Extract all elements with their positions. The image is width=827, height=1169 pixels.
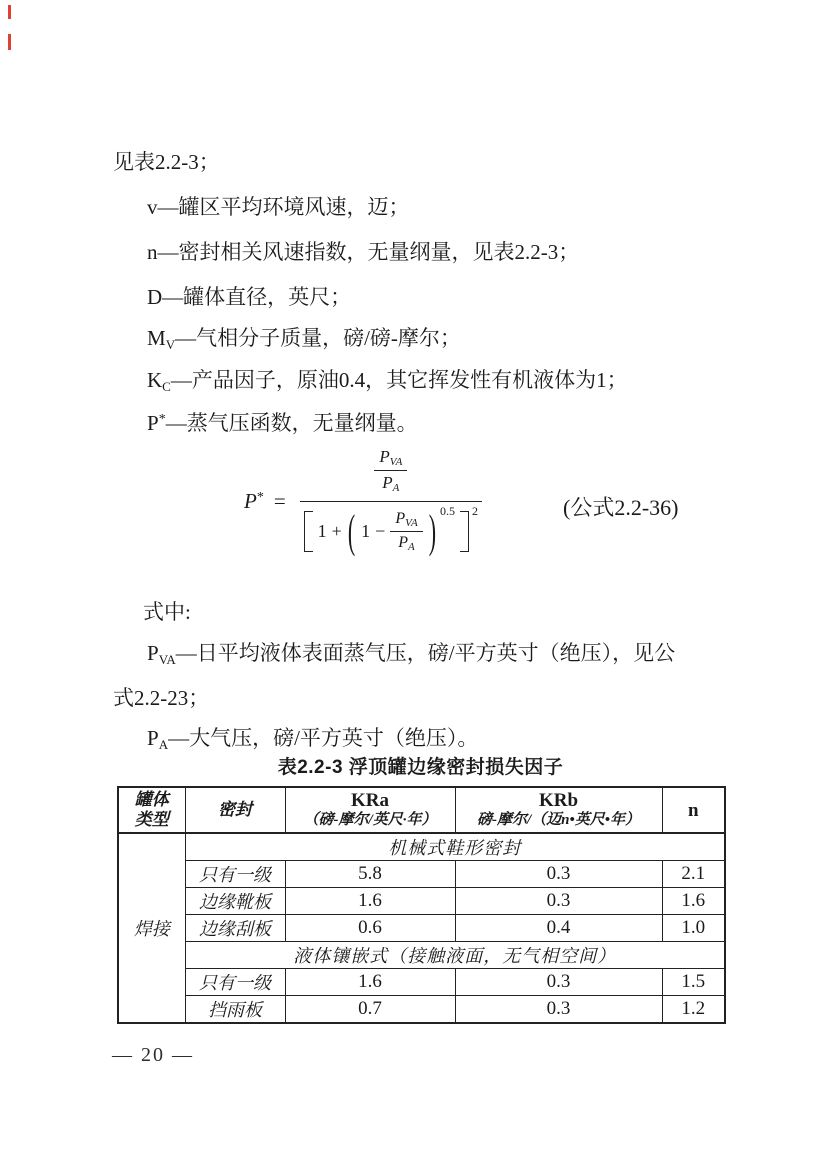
cell-seal: 边缘靴板 [185, 888, 285, 915]
pva-over-pa [374, 447, 407, 494]
fraction-numerator [360, 447, 421, 501]
equation-number: (公式2.2-36) [563, 495, 679, 520]
symbol-subscript: C [162, 379, 171, 394]
definition-text: —日平均液体表面蒸气压，磅/平方英寸（绝压），见公 [175, 641, 676, 665]
header-text: n [687, 799, 699, 821]
left-bracket [304, 511, 313, 552]
page-number: — 20 — [112, 1044, 194, 1066]
equation-pstar [244, 447, 482, 555]
header-text: KRb [538, 790, 579, 811]
right-paren: ) [428, 504, 437, 557]
cell-krb: 0.3 [455, 996, 662, 1024]
definition-n: n—密封相关风速指数，无量纲量，见表2.2-3； [147, 240, 580, 264]
cell-kra: 1.6 [285, 888, 455, 915]
section-row [118, 942, 725, 969]
symbol-subscript: VA [158, 652, 176, 667]
definition-text: —大气压，磅/平方英寸（绝压）。 [168, 726, 479, 750]
equals-sign: = [273, 488, 286, 513]
table-row [118, 969, 725, 996]
cell-n: 1.5 [662, 969, 725, 996]
cell-seal: 只有一级 [185, 969, 285, 996]
symbol-P: P [398, 534, 409, 551]
page-edge-mark [8, 5, 11, 19]
header-seal [185, 787, 285, 833]
symbol-subscript: VA [405, 517, 418, 529]
symbol-P: P [395, 510, 406, 527]
right-bracket [460, 511, 469, 552]
cell-seal: 边缘刮板 [185, 915, 285, 942]
cell-krb: 0.4 [455, 915, 662, 942]
exponent-half: 0.5 [440, 504, 456, 518]
cell-krb: 0.3 [455, 861, 662, 888]
paragraph-intro: 见表2.2-3； [113, 150, 220, 174]
definition-Kc [147, 366, 628, 401]
definition-Pstar [147, 406, 418, 437]
header-text: KRa [351, 790, 389, 811]
seal-loss-factor-table [117, 786, 726, 1024]
cell-kra: 1.6 [285, 969, 455, 996]
section-label: 液体镶嵌式（接触液面，无气相空间） [185, 942, 725, 969]
left-paren: ( [347, 504, 356, 557]
where-label: 式中: [143, 600, 191, 624]
cell-kra: 5.8 [285, 861, 455, 888]
definition-Mv [147, 324, 461, 359]
cell-tank-type: 焊接 [118, 833, 185, 1023]
symbol-subscript: VA [389, 456, 403, 468]
symbol-superscript: * [158, 412, 166, 427]
symbol-subscript: A [392, 482, 400, 494]
header-text: 类型 [134, 810, 169, 829]
main-fraction [300, 447, 482, 555]
section-label: 机械式鞋形密封 [185, 833, 725, 861]
symbol-base: P [147, 411, 159, 435]
cell-n: 1.0 [662, 915, 725, 942]
symbol-base: K [147, 368, 163, 392]
definition-text: —产品因子，原油0.4，其它挥发性有机液体为1； [170, 368, 628, 392]
definition-Pva [147, 639, 675, 674]
definition-D: D—罐体直径，英尺； [147, 285, 352, 309]
cell-n: 1.2 [662, 996, 725, 1024]
header-krb [455, 787, 662, 833]
cell-krb: 0.3 [455, 969, 662, 996]
symbol-P: P [244, 488, 257, 513]
symbol-subscript: A [408, 541, 415, 553]
symbol-P: P [379, 447, 390, 466]
table-row [118, 996, 725, 1024]
equation-lhs [244, 489, 286, 514]
definition-Pva-continued: 式2.2-23； [113, 686, 210, 710]
number-one: 1 [361, 521, 371, 541]
minus-sign: − [375, 521, 386, 541]
symbol-subscript: A [158, 737, 169, 752]
pva-over-pa [390, 510, 422, 553]
header-units: （磅-摩尔/英尺·年） [303, 812, 437, 828]
cell-kra: 0.6 [285, 915, 455, 942]
definition-text: —蒸气压函数，无量纲量。 [165, 411, 418, 435]
fraction-denominator [300, 501, 482, 555]
symbol-base: P [147, 726, 159, 750]
symbol-P: P [382, 473, 393, 492]
definition-text: —气相分子质量，磅/磅-摩尔； [175, 326, 461, 350]
symbol-star: * [256, 489, 264, 505]
symbol-subscript: V [165, 337, 176, 352]
symbol-base: M [147, 326, 166, 350]
cell-krb: 0.3 [455, 888, 662, 915]
number-one: 1 [317, 521, 327, 541]
header-kra [285, 787, 455, 833]
header-tank-type [118, 787, 185, 833]
symbol-base: P [147, 641, 159, 665]
cell-seal: 挡雨板 [185, 996, 285, 1024]
header-text: 密封 [218, 800, 252, 819]
table-row [118, 915, 725, 942]
header-units: 磅-摩尔/（迈n•英尺•年） [476, 812, 640, 828]
page-edge-mark [8, 34, 11, 50]
section-row [118, 833, 725, 861]
plus-sign: + [331, 521, 342, 541]
exponent-two: 2 [472, 504, 479, 518]
header-n [662, 787, 725, 833]
cell-n: 2.1 [662, 861, 725, 888]
table-title: 表2.2-3 浮顶罐边缘密封损失因子 [277, 757, 564, 778]
table-row [118, 888, 725, 915]
definition-v: v—罐区平均环境风速，迈； [147, 195, 410, 219]
table-row [118, 861, 725, 888]
table-header-row [118, 787, 725, 833]
cell-seal: 只有一级 [185, 861, 285, 888]
cell-n: 1.6 [662, 888, 725, 915]
header-text: 罐体 [134, 790, 169, 809]
cell-kra: 0.7 [285, 996, 455, 1024]
